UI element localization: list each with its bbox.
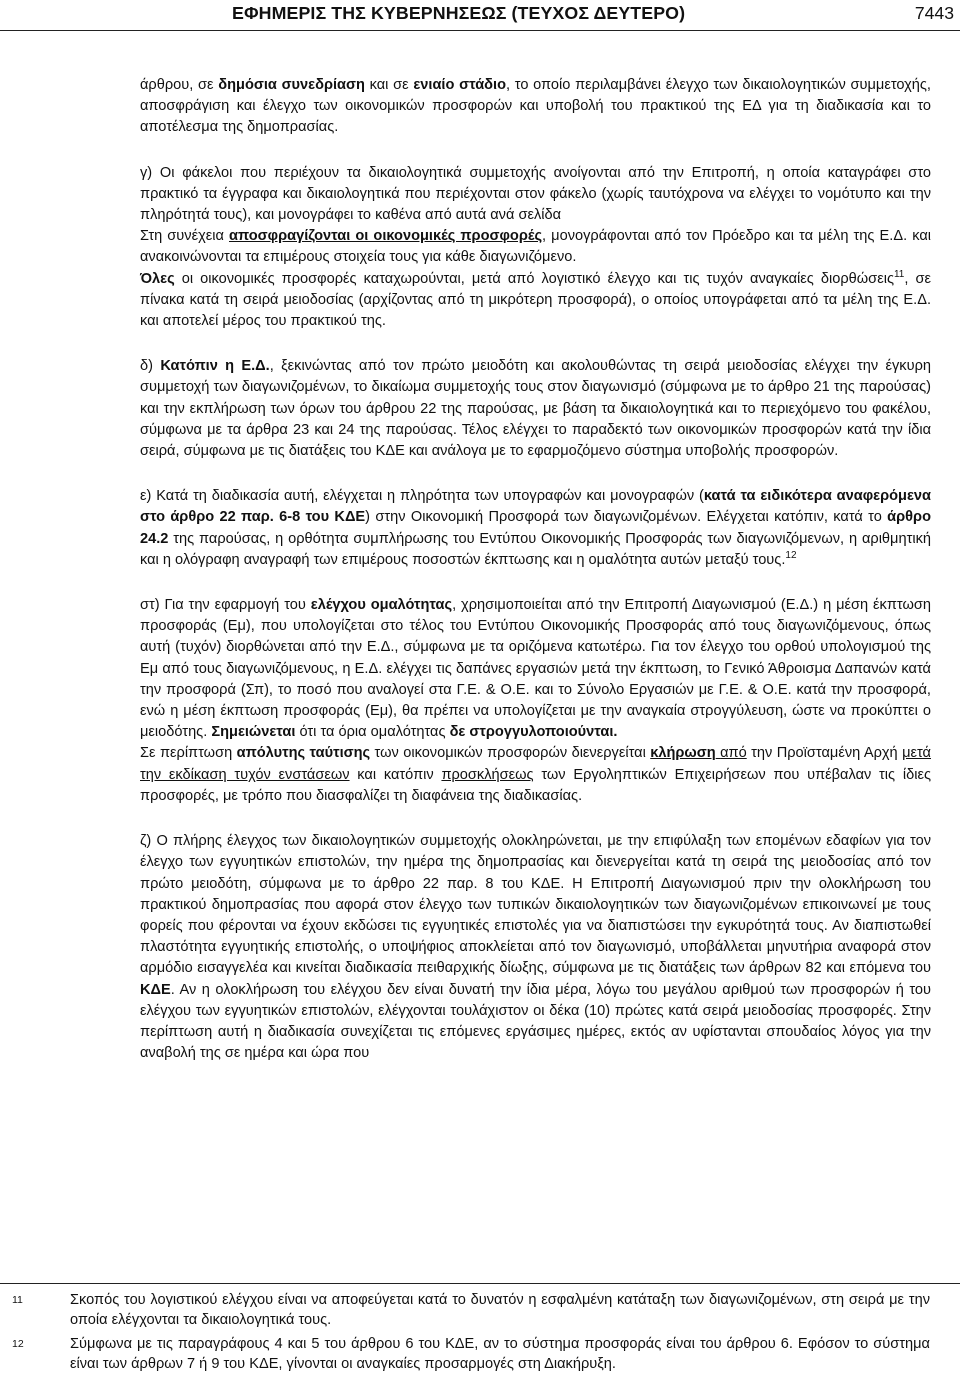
emphasis-text: Όλες	[140, 270, 175, 287]
text-run: ζ) Ο πλήρης έλεγχος των δικαιολογητικών συμμετοχής ολοκληρώνεται, με την επιφύλαξη των επομένων εδαφίων για τον έλεγχο των εγγυητικών επιστολών, την ημέρα της δημοπρασίας και διενεργείται κατά τη σειρά της μειοδοσίας από τον πρώτο μειοδότη, σύμφωνα με το άρθρο 22 παρ. 8 του ΚΔΕ. Η Επιτροπή Διαγωνισμού πριν την ολοκλήρωση του πρακτικού δημοπρασίας που αφορά στον έλεγχο των τυπικών δικαιολογητικών των διαγωνιζομένων επικοινωνεί με τους φορείς που φέρονται να έχουν εκδώσει τις εγγυητικές επιστολές για να διαπιστώσει την εγκυρότητά τους. Αν διαπιστωθεί πλαστότητα εγγυητικής επιστολής, ο υποψήφιος αποκλείεται από τον διαγωνισμό, υποβάλλεται μηνυτήρια αναφορά στον αρμόδιο εισαγγελέα και κινείται διαδικασία πειθαρχικής δίωξης, σύμφωνα με τις διατάξεις των άρθρων 82 και επόμενα του	[140, 833, 931, 977]
text-run: δ)	[140, 358, 161, 375]
text-run: και κατόπιν	[349, 766, 442, 783]
text-run: , το οποίο περιλαμβάνει έλεγχο των δικαιολογητικών συμμετοχής, αποσφράγιση και έλεγχο των οικονομικών προσφορών και υποβολή του πρακτικού της ΕΔ για τη διαδικασία και το αποτέλεσμα της δημοπρασίας.	[140, 77, 931, 136]
paragraph-zeta	[140, 831, 931, 1064]
paragraph-gamma-3	[140, 269, 931, 333]
emphasis-text: μετά την εκδίκαση τυχόν ενστάσεων	[140, 745, 931, 783]
emphasis-text: απόλυτης ταύτισης	[236, 745, 371, 762]
emphasis-text: δε στρογγυλοποιούνται.	[449, 724, 618, 741]
text-run: οι οικονομικές προσφορές καταχωρούνται, μετά από λογιστικό έλεγχο και τις τυχόν αναγκαίες διορθώσεις	[174, 270, 894, 287]
text-run: άρθρου, σε	[140, 77, 219, 93]
text-run: . Αν η ολοκλήρωση του ελέγχου δεν είναι δυνατή την ίδια μέρα, λόγω του μεγάλου αριθμού των προσφορών ή του ελέγχου των εγγυητικών επιστολών, ελέγχονται τουλάχιστον οι δέκα (10) πρώτες κατά σειρά μειοδοσίας προσφορές. Στην περίπτωση αυτή η διαδικασία συνεχίζεται τις επόμενες εργάσιμες ημέρες, εκτός αν υφίστανται σπουδαίος λόγος για την αναβολή της σε ημέρα και ώρα που	[140, 981, 931, 1062]
footnote-text: Σκοπός του λογιστικού ελέγχου είναι να αποφεύγεται κατά το δυνατόν η εσφαλμένη κατάταξη των διαγωνιζομένων, στη σειρά με την οποία ελέγχονται τα δικαιολογητικά τους.	[70, 1292, 930, 1328]
emphasis-text: άρθρο 24.2	[140, 509, 931, 547]
emphasis-text: προσκλήσεως	[441, 766, 534, 783]
footnote-reference: 12	[785, 550, 797, 561]
footnote-text: Σύμφωνα με τις παραγράφους 4 και 5 του άρθρου 6 του ΚΔΕ, αν το σύστημα προσφοράς είναι του άρθρου 6. Εφόσον το σύστημα είναι των άρθρων 7 ή 9 του ΚΔΕ, γίνονται οι αναγκαίες προσαρμογές στη Διακήρυξη.	[70, 1336, 930, 1372]
page-number: 7443	[914, 3, 954, 23]
text-run: ε) Κατά τη διαδικασία αυτή, ελέγχεται η πληρότητα των υπογραφών και μονογραφών (	[140, 488, 704, 505]
emphasis-text: κατά τα ειδικότερα αναφερόμενα στο άρθρο 22 παρ. 6-8 του ΚΔΕ	[140, 488, 931, 526]
emphasis-text: αποσφραγίζονται οι οικονομικές προσφορές	[229, 228, 543, 245]
paragraph-delta	[140, 356, 931, 462]
text-run: γ) Οι φάκελοι που περιέχουν τα δικαιολογητικά συμμετοχής ανοίγονται από την Επιτροπή, η οποία καταγράφει στο πρακτικό τα έγγραφα και δικαιολογητικά που περιέχονται στον φάκελο (χωρίς ταυτόχρονα να ελέγχει το νομότυπο και την πληρότητά τους), και μονογράφει το καθένα από αυτά ανά σελίδα	[140, 164, 931, 224]
article-body	[140, 75, 931, 1088]
text-run: στ) Για την εφαρμογή του	[140, 597, 311, 614]
paragraph-gamma-2	[140, 226, 931, 268]
text-run: ότι τα όρια ομαλότητας	[295, 724, 450, 741]
footnote-number: 11	[12, 1294, 23, 1306]
text-run: , χρησιμοποιείται από την Επιτροπή Διαγωνισμού (Ε.Δ.) η μέση έκπτωση προσφοράς (Εμ), που υπολογίζεται στο τέλος του Εντύπου Οικονομικής Προσφοράς από τους διαγωνιζόμενους, όπως αυτή (τυχόν) διορθώνεται από την Ε.Δ., σύμφωνα με τα οριζόμενα κατωτέρω. Για τον έλεγχο του ορθού υπολογισμού της Εμ από τους διαγωνιζόμενους, η Ε.Δ. ελέγχει τις δαπάνες εργασιών μετά την έκπτωση, το Γενικό Άθροισμα Δαπανών κατά την προσφορά (Σπ), το ποσό που αναλογεί στα Γ.Ε. & Ο.Ε. και το Σύνολο Εργασιών με Γ.Ε. & Ο.Ε. κατά την προσφορά, ενώ η μέση έκπτωση προσφοράς (Εμ), θα πρέπει να υπολογίζεται με την αναγκαία στρογγύλευση, ώστε να προκύπτει ο μειοδότης.	[140, 597, 931, 741]
page-header	[0, 0, 960, 31]
paragraph-st	[140, 595, 931, 743]
gazette-title: ΕΦΗΜΕΡΙΣ ΤΗΣ ΚΥΒΕΡΝΗΣΕΩΣ (ΤΕΥΧΟΣ ΔΕΥΤΕΡΟ)	[232, 3, 686, 23]
emphasis-text: Κατόπιν η Ε.Δ.	[160, 358, 270, 375]
text-run: , μονογράφονται από τον Πρόεδρο και τα μέλη της Ε.Δ. και ανακοινώνονται τα επιμέρους στοιχεία τους για κάθε διαγωνιζόμενο.	[140, 228, 931, 266]
emphasis-text: ΚΔΕ	[140, 981, 171, 998]
emphasis-text: ελέγχου ομαλότητας	[310, 597, 453, 614]
paragraph-gamma	[140, 163, 931, 227]
emphasis-text: δημόσια συνεδρίαση	[218, 77, 365, 93]
text-run: , σε πίνακα κατά τη σειρά μειοδοσίας (αρχίζοντας από τη μικρότερη προσφορά), ο οποίος υπογράφεται από τα μέλη της Ε.Δ. και αποτελεί μέρος του πρακτικού της.	[140, 270, 931, 330]
text-run: και σε	[364, 77, 414, 93]
text-run: την Προϊσταμένη Αρχή	[746, 745, 903, 762]
paragraph-st-2	[140, 743, 931, 807]
emphasis-text: ενιαίο στάδιο	[413, 77, 506, 93]
text-run: Σε περίπτωση	[140, 745, 237, 762]
emphasis-text: από	[720, 745, 747, 762]
emphasis-text: Σημειώνεται	[211, 724, 296, 741]
paragraph-epsilon	[140, 486, 931, 571]
footnote-separator	[0, 1283, 960, 1284]
footnote-number: 12	[12, 1338, 24, 1350]
text-run: Στη συνέχεια	[140, 228, 229, 245]
footnote-reference: 11	[893, 268, 905, 280]
text-run: της παρούσας, η ορθότητα συμπλήρωσης του Εντύπου Οικονομικής Προσφοράς των διαγωνιζόμενων, η αριθμητική και η ολόγραφη αναγραφή των επιμέρους ποσοστών έκπτωσης και η ομαλότητα αυτών μεταξύ τους.	[140, 530, 931, 568]
text-run: των οικονομικών προσφορών διενεργείται	[370, 745, 651, 762]
text-run: των Εργοληπτικών Επιχειρήσεων που υπέβαλαν τις ίδιες προσφορές, με τρόπο που διασφαλίζει τη διαφάνεια της διαδικασίας.	[140, 766, 931, 804]
text-run: , ξεκινώντας από τον πρώτο μειοδότη και ακολουθώντας τη σειρά μειοδοσίας ελέγχει την έγκυρη συμμετοχή των διαγωνιζομένων, το δικαίωμα συμμετοχής τους στον διαγωνισμό (σύμφωνα με το άρθρο 21 της παρούσας) και την εκπλήρωση των όρων του άρθρου 22 της παρούσας, με βάση τα δικαιολογητικά και το περιεχόμενο του φακέλου, σύμφωνα με τα άρθρα 23 και 24 της παρούσας. Τέλος ελέγχει το παραδεκτό των οικονομικών προσφορών κατά την ίδια σειρά, σύμφωνα με τις διατάξεις του ΚΔΕ και ανάλογα με το εφαρμοζόμενο σύστημα υποβολής προσφορών.	[140, 358, 931, 460]
paragraph-continuation	[140, 75, 931, 139]
emphasis-text: κλήρωση	[650, 745, 716, 762]
text-run: ) στην Οικονομική Προσφορά των διαγωνιζομένων. Ελέγχεται κατόπιν, κατά το	[365, 509, 888, 526]
